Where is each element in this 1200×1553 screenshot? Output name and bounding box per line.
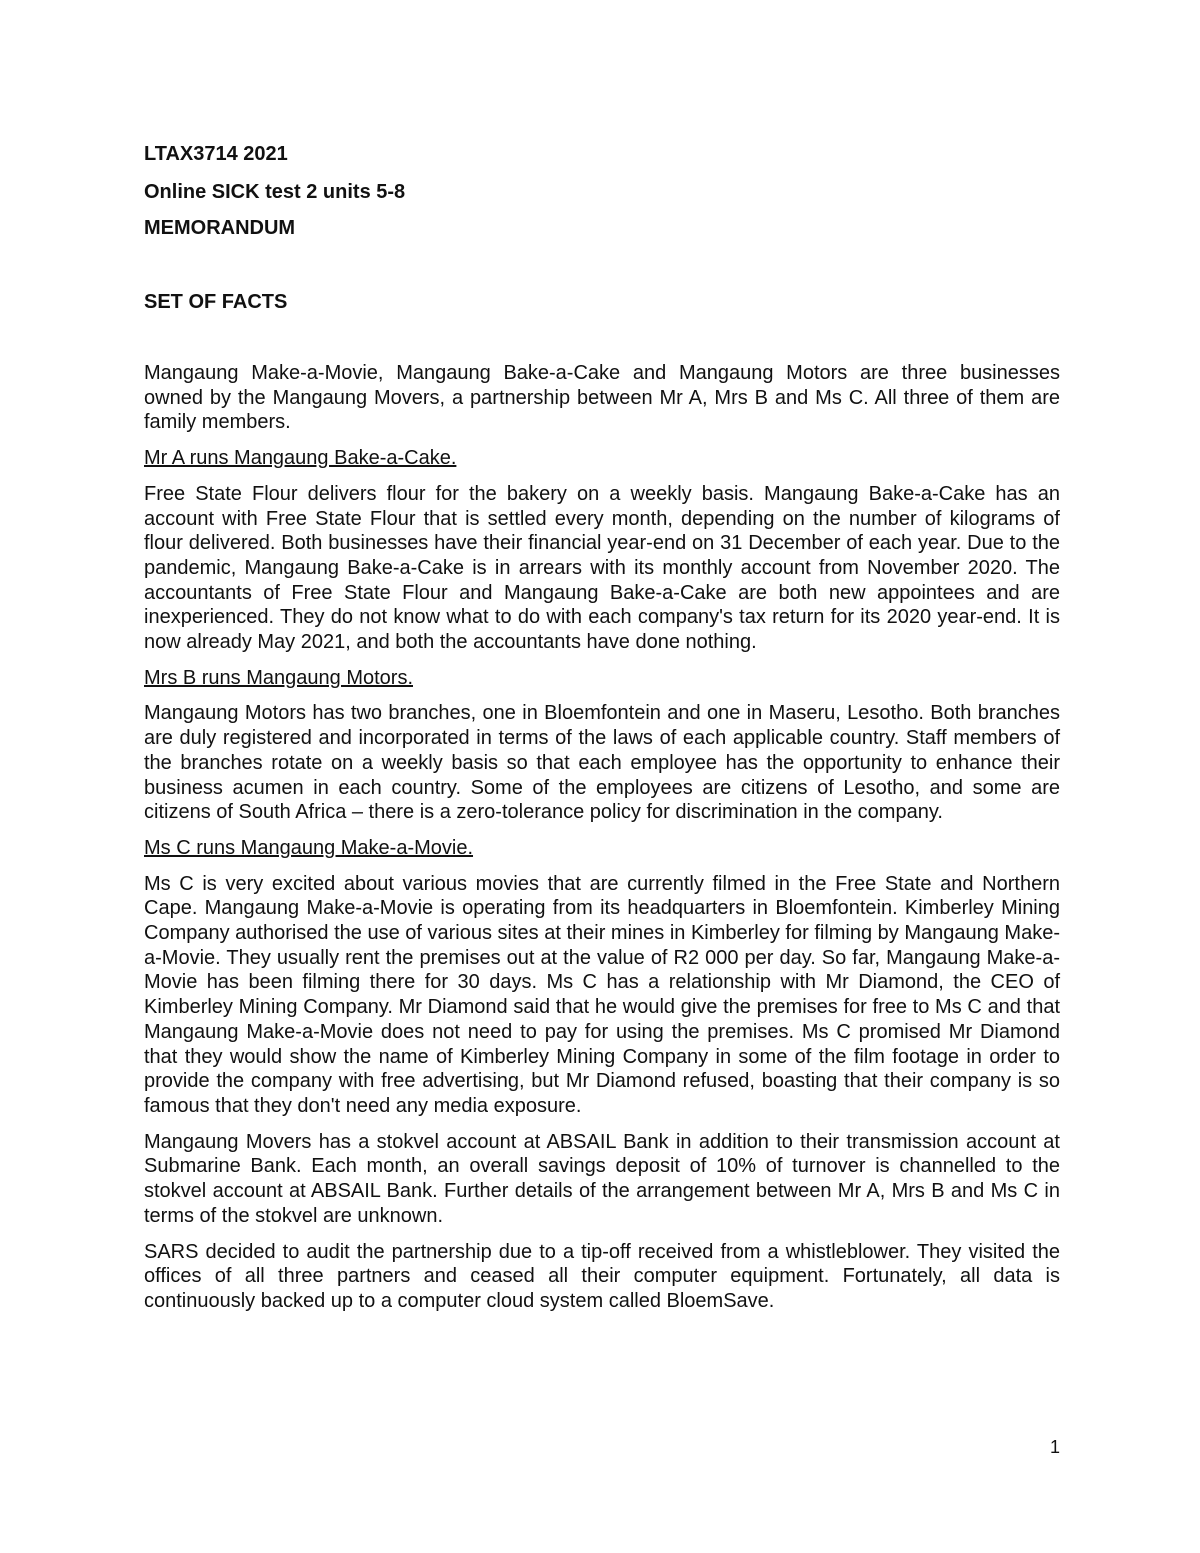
document-type: MEMORANDUM (144, 217, 296, 239)
section-label-mrs-b: Mrs B runs Mangaung Motors. (144, 666, 413, 689)
course-code: LTAX3714 2021 (144, 143, 288, 165)
test-title: Online SICK test 2 units 5-8 (144, 181, 406, 203)
page-number: 1 (1049, 1437, 1060, 1457)
section-label-mr-a: Mr A runs Mangaung Bake-a-Cake. (144, 447, 457, 470)
motors-paragraph: Mangaung Motors has two branches, one in Bloemfontein and one in Maseru, Lesotho. Both branches are duly registered and incorporated in terms of the laws of each applicable country. Staff members of the branches rotate on a weekly basis so that each employee has the opportunity to enhance their business acumen in each country. Some of the employees are citizens of Lesotho, and some are citizens of South Africa – there is a zero-tolerance policy for discrimination in the company. (144, 702, 1060, 824)
stokvel-paragraph: Mangaung Movers has a stokvel account at ABSAIL Bank in addition to their transmission account at Submarine Bank. Each month, an overall savings deposit of 10% of turnover is channelled to the stokvel account at ABSAIL Bank. Further details of the arrangement between Mr A, Mrs B and Ms C in terms of the stokvel are unknown. (144, 1130, 1060, 1227)
facts-heading: SET OF FACTS (144, 291, 288, 313)
movie-paragraph: Ms C is very excited about various movies that are currently filmed in the Free State and Northern Cape. Mangaung Make-a-Movie is operating from its headquarters in Bloemfontein. Kimberley Mining Company authorised the use of various sites at their mines in Kimberley for filming by Mangaung Make-a-Movie. They usually rent the premises out at the value of R2 000 per day. So far, Mangaung Make-a-Movie has been filming there for 30 days. Ms C has a relationship with Mr Diamond, the CEO of Kimberley Mining Company. Mr Diamond said that he would give the premises for free to Ms C and that Mangaung Make-a-Movie does not need to pay for using the premises. Ms C promised Mr Diamond that they would show the name of Kimberley Mining Company in some of the film footage in order to provide the company with free advertising, but Mr Diamond refused, boasting that their company is so famous that they don't need any media exposure. (144, 872, 1060, 1117)
intro-paragraph: Mangaung Make-a-Movie, Mangaung Bake-a-Cake and Mangaung Motors are three businesses owned by the Mangaung Movers, a partnership between Mr A, Mrs B and Ms C. All three of them are family members. (144, 362, 1060, 434)
sars-paragraph: SARS decided to audit the partnership due to a tip-off received from a whistleblower. They visited the offices of all three partners and ceased all their computer equipment. Fortunately, all data is continuously backed up to a computer cloud system called BloemSave. (144, 1240, 1060, 1312)
facts-body (144, 361, 1060, 1325)
document-page (144, 0, 1060, 1553)
bakery-paragraph: Free State Flour delivers flour for the bakery on a weekly basis. Mangaung Bake-a-Cake has an account with Free State Flour that is settled every month, depending on the number of kilograms of flour delivered. Both businesses have their financial year-end on 31 December of each year. Due to the pandemic, Mangaung Bake-a-Cake is in arrears with its monthly account from November 2020. The accountants of Free State Flour and Mangaung Bake-a-Cake are both new appointees and are inexperienced. They do not know what to do with each company's tax return for its 2020 year-end. It is now already May 2021, and both the accountants have done nothing. (144, 482, 1060, 654)
section-label-ms-c: Ms C runs Mangaung Make-a-Movie. (144, 836, 474, 859)
